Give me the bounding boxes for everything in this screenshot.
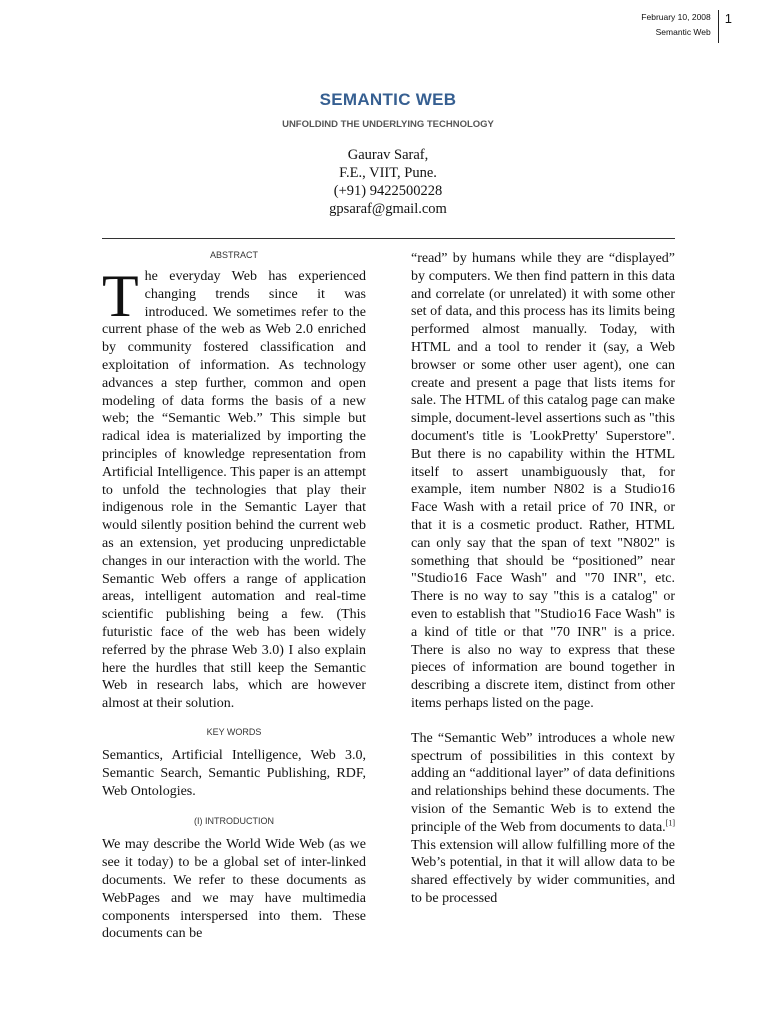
title-block [0,88,768,218]
author-phone: (+91) 9422500228 [333,183,443,199]
author-affiliation: F.E., VIIT, Pune. [339,165,437,181]
right-paragraph-2 [411,730,675,908]
paper-title: SEMANTIC WEB [319,90,457,109]
paper-subtitle: UNFOLDIND THE UNDERLYING TECHNOLOGY [282,119,494,130]
right-column [411,250,675,908]
horizontal-rule [102,238,675,239]
author-email: gpsaraf@gmail.com [329,201,447,217]
author-name: Gaurav Saraf, [347,147,429,163]
author-info [0,146,768,218]
header-date: February 10, 2008 [641,12,711,22]
right-paragraph-2-start: The “Semantic Web” introduces a whole new spectrum of possibilities in this context by adding an “additional layer” of data definitions and relationships behind these documents. The vision of the Semantic Web is to extend the principle of the Web from documents to data. [411,730,675,835]
left-column [102,248,366,943]
right-paragraph-1: “read” by humans while they are “displayed” by computers. We then find pattern in this data and correlate (or unrelated) it with some other set of data, and this process has its limits being performed almost manually. Today, with HTML and a tool to render it (say, a Web browser or some other user agent), one can create and present a page that lists items for sale. The HTML of this catalog page can make simple, document-level assertions such as "this document's title is 'LookPretty' Superstore". But there is no capability within the HTML itself to assert unambiguously that, for example, item number N802 is a Studio16 Face Wash with a retail price of 70 INR, or that it is a cosmetic product. Rather, HTML can only say that the span of text "N802" is something that should be “positioned” near "Studio16 Face Wash" and "70 INR", etc. There is no way to say "this is a catalog" or even to establish that "Studio16 Face Wash" is a kind of title or that "70 INR" is a price. There is also no way to express that these pieces of information are bound together in describing a discrete item, distinct from other items perhaps listed on the page. [411,251,675,711]
citation-ref[interactable]: [1] [665,818,675,828]
introduction-heading: (I) INTRODUCTION [194,816,274,827]
right-paragraph-2-end: This extension will allow fulfilling more of the Web’s potential, in that it will allow data to be shared effectively by wider communities, and to be processed [411,837,675,906]
drop-cap: T [102,263,139,329]
abstract-text [102,263,366,713]
running-header-text [641,10,717,43]
abstract-body: he everyday Web has experienced changing trends since it was introduced. We sometimes refer to the current phase of the web as Web 2.0 enriched by community fostered classification and exploitation of information. As technology advances a step further, common and open modeling of data forms the basis of a new web; the “Semantic Web.” This simple but radical idea is materialized by importing the principles of knowledge representation from Artificial Intelligence. This paper is an attempt to unfold the technologies that play their indigenous role in the Semantic Layer that would silently position behind the current web as an extension, yet producing unpredictable changes in our interaction with the world. The Semantic Web offers a range of application areas, intelligent automation and real-time scientific publishing being a few. (This futuristic face of the web has been widely referred by the phrase Web 3.0) I also explain here the hurdles that still keep the Semantic Web in research labs, which are however almost at their solution. [102,269,366,712]
page-number: 1 [724,11,732,26]
keywords-heading: KEY WORDS [206,726,262,737]
running-header [641,10,732,43]
keywords-text: Semantics, Artificial Intelligence, Web 3.0, Semantic Search, Semantic Publishing, RDF, Web Ontologies. [102,747,366,799]
introduction-text: We may describe the World Wide Web (as we see it today) to be a global set of inter-linked documents. We refer to these documents as WebPages and we may have multimedia components interspersed into them. These documents can be [102,837,366,942]
header-running-title: Semantic Web [655,27,711,37]
abstract-heading: ABSTRACT [209,250,258,260]
